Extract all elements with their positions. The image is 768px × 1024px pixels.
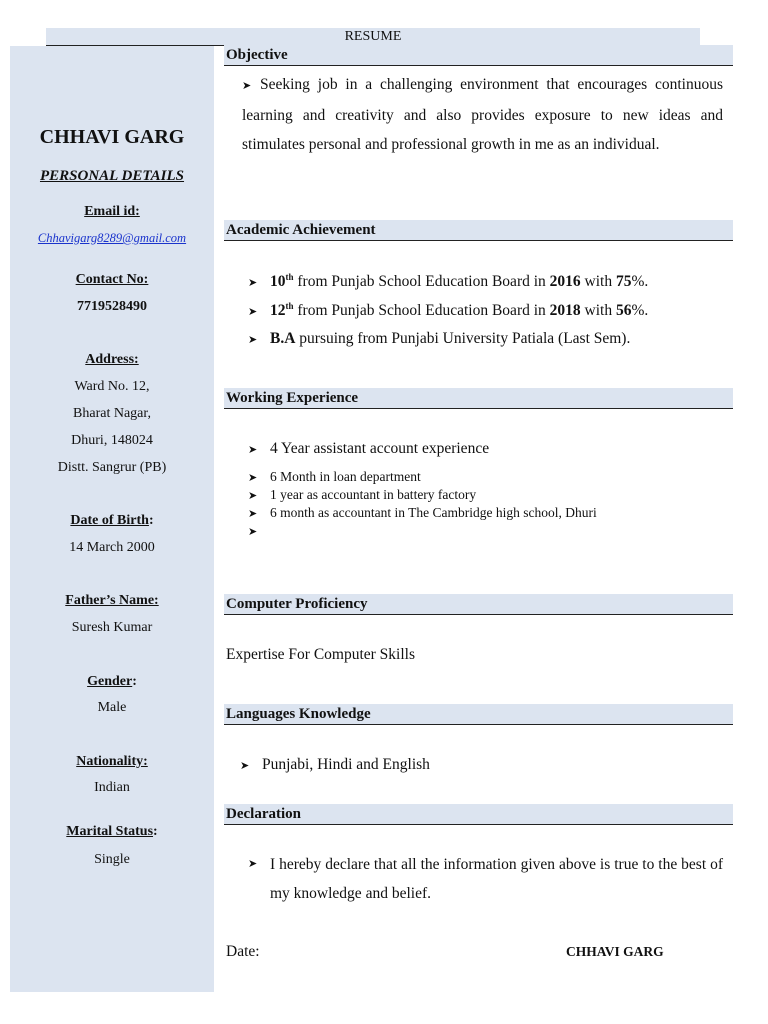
objective-text: ➤ Seeking job in a challenging environment that encourages continuous learning and creativity and also provides exposure to new ideas and stimulates personal and professional growth in me as an individual.	[242, 70, 723, 159]
experience-item	[248, 523, 270, 539]
arrow-bullet-icon: ➤	[248, 334, 258, 346]
arrow-bullet-icon: ➤	[242, 80, 252, 92]
objective-heading: Objective	[224, 45, 733, 66]
address-line-3: Dhuri, 148024	[71, 433, 153, 448]
academic-item: ➤ 10th from Punjab School Education Board in 2016 with 75%.	[248, 272, 649, 291]
experience-heading: Working Experience	[224, 388, 733, 409]
arrow-bullet-icon: ➤	[248, 508, 258, 520]
arrow-bullet-icon: ➤	[248, 858, 258, 870]
academic-item: ➤ 12th from Punjab School Education Board in 2018 with 56%.	[248, 301, 649, 320]
resume-header: RESUME	[46, 28, 700, 46]
declaration-heading: Declaration	[224, 804, 733, 825]
academic-item: ➤ B.A pursuing from Punjabi University Patiala (Last Sem).	[248, 330, 631, 347]
address-line-1: Ward No. 12,	[74, 379, 150, 394]
marital-status-label: Marital Status:	[66, 824, 158, 839]
computer-text: Expertise For Computer Skills	[226, 646, 416, 663]
gender-label: Gender:	[87, 674, 137, 689]
declaration-text: I hereby declare that all the information given above is true to the best of my knowledge and belief.	[270, 856, 723, 902]
address-label: Address:	[85, 352, 139, 367]
date-label: Date:	[226, 943, 260, 960]
dob-label: Date of Birth:	[70, 513, 154, 528]
dob-value: 14 March 2000	[69, 540, 155, 555]
arrow-bullet-icon: ➤	[248, 277, 258, 290]
father-name-value: Suresh Kumar	[71, 620, 153, 635]
personal-details-heading: PERSONAL DETAILS	[39, 168, 185, 184]
email-link[interactable]: Chhavigarg8289@gmail.com	[37, 231, 187, 245]
arrow-bullet-icon: ➤	[248, 444, 258, 456]
experience-item: ➤ 4 Year assistant account experience	[248, 440, 490, 457]
arrow-bullet-icon: ➤	[248, 490, 258, 502]
experience-item: ➤ 6 month as accountant in The Cambridge high school, Dhuri	[248, 505, 597, 520]
sidebar	[10, 46, 214, 992]
arrow-bullet-icon: ➤	[248, 306, 258, 319]
experience-item: ➤ 1 year as accountant in battery factory	[248, 487, 477, 502]
arrow-bullet-icon: ➤	[248, 526, 258, 538]
computer-heading: Computer Proficiency	[224, 594, 733, 615]
email-label: Email id:	[84, 204, 140, 219]
address-line-4: Distt. Sangrur (PB)	[57, 460, 167, 475]
father-name-label: Father’s Name:	[65, 593, 159, 608]
nationality-label: Nationality:	[76, 754, 148, 769]
language-item: ➤ Punjabi, Hindi and English	[240, 756, 430, 773]
candidate-name: CHHAVI GARG	[39, 126, 185, 148]
marital-status-value: Single	[94, 852, 130, 867]
arrow-bullet-icon: ➤	[240, 760, 250, 772]
experience-item: ➤ 6 Month in loan department	[248, 469, 421, 484]
languages-heading: Languages Knowledge	[224, 704, 733, 725]
arrow-bullet-icon: ➤	[248, 472, 258, 484]
address-line-2: Bharat Nagar,	[73, 406, 151, 421]
contact-label: Contact No:	[75, 272, 149, 287]
gender-value: Male	[97, 700, 127, 715]
nationality-value: Indian	[94, 780, 130, 795]
contact-value: 7719528490	[77, 299, 147, 314]
signature-name: CHHAVI GARG	[566, 944, 664, 959]
academic-heading: Academic Achievement	[224, 220, 733, 241]
